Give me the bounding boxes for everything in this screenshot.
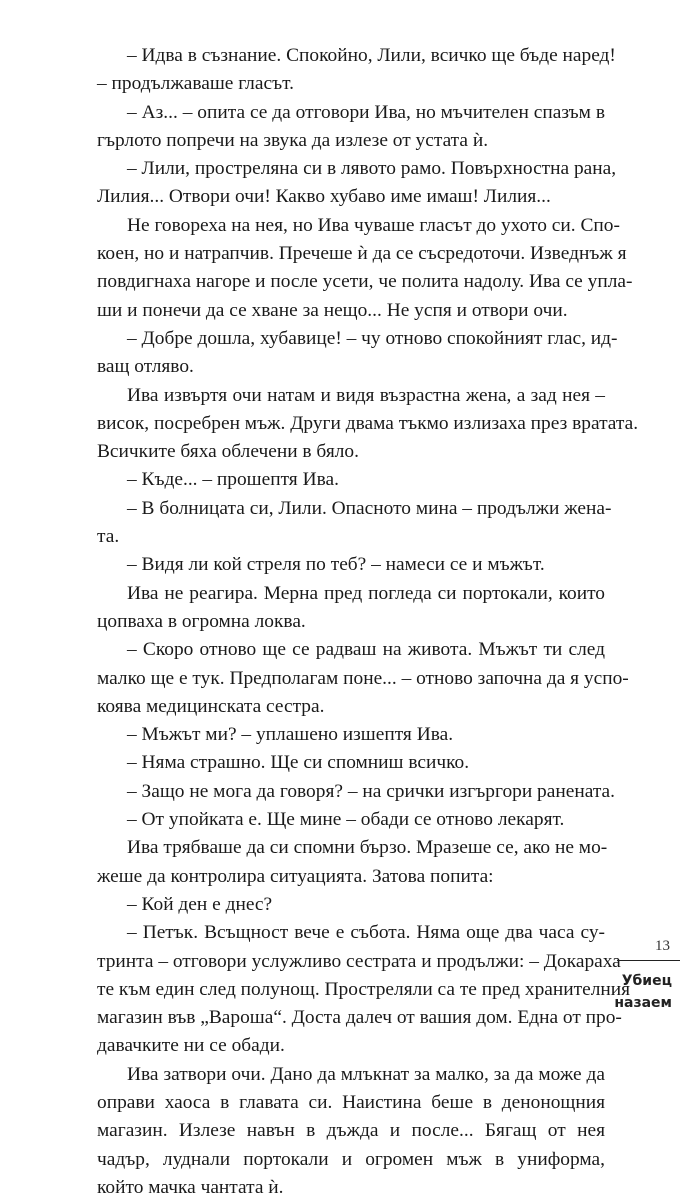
text-line: Не говореха на нея, но Ива чуваше гласът до ухото си. Спо- (127, 214, 620, 236)
text-line: те към един след полунощ. Простреляли са те пред хранителния (97, 978, 631, 1000)
text-line: Лилия... Отвори очи! Какво хубаво име имаш! Лилия... (97, 186, 551, 208)
running-title-line-2: назаем (614, 995, 672, 1011)
text-line: давачките ни се обади. (97, 1035, 285, 1057)
text-line: повдигнаха нагоре и после усети, че полита надолу. Ива се упла- (97, 271, 633, 293)
text-line: – Къде... – прошептя Ива. (127, 469, 339, 491)
text-line: висок, посребрен мъж. Други двама тъкмо излизаха през вратата. (97, 412, 639, 434)
text-line: – продължаваше гласът. (97, 73, 294, 95)
text-line: жеше да контролира ситуацията. Затова попита: (97, 865, 494, 887)
text-line: – В болницата си, Лили. Опасното мина – продължи жена- (127, 497, 612, 519)
text-line: малко ще е тук. Предполагам поне... – отново започна да я успо- (97, 667, 629, 689)
body-text (97, 42, 639, 1202)
running-title-line-1: Убиец (621, 973, 672, 989)
text-line: Ива трябваше да си спомни бързо. Мразеше се, ако не мо- (127, 837, 608, 859)
text-line: – Кой ден е днес? (127, 893, 273, 915)
text-line: – От упойката е. Ще мине – обади се отново лекарят. (127, 809, 565, 831)
text-line: тринта – отговори услужливо сестрата и продължи: – Докараха (97, 950, 621, 972)
text-line: та. (97, 526, 120, 548)
text-line: – Скоро отново ще се радваш на живота. Мъжът ти след (127, 639, 605, 661)
text-line: – Петък. Всъщност вече е събота. Няма още два часа су- (127, 922, 605, 944)
text-line: – Лили, простреляна си в лявото рамо. Повърхностна рана, (127, 158, 617, 180)
text-line: Ива извъртя очи натам и видя възрастна жена, а зад нея – (127, 384, 605, 406)
text-line: коен, но и натрапчив. Пречеше ѝ да се съсредоточи. Изведнъж я (97, 243, 627, 265)
text-line: – Видя ли кой стреля по теб? – намеси се и мъжът. (127, 554, 545, 576)
text-line: Ива не реагира. Мерна пред погледа си портокали, които (127, 582, 605, 604)
text-line: оправи хаоса в главата си. Наистина беше в денонощния (97, 1091, 605, 1113)
text-line: чадър, луднали портокали и огромен мъж в униформа, (97, 1148, 605, 1170)
text-line: – Аз... – опита се да отговори Ива, но мъчителен спазъм в (127, 101, 605, 123)
text-line: – Няма страшно. Ще си спомниш всичко. (127, 752, 470, 774)
text-line: коява медицинската сестра. (97, 695, 325, 717)
text-line: ши и понечи да се хване за нещо... Не успя и отвори очи. (97, 299, 568, 321)
text-line: Ива затвори очи. Дано да млъкнат за малко, за да може да (127, 1063, 605, 1085)
text-line: гърлото попречи на звука да излезе от устата ѝ. (97, 129, 489, 151)
text-line: – Идва в съзнание. Спокойно, Лили, всичко ще бъде наред! (127, 45, 616, 66)
text-line: магазин. Излезе навън в дъжда и после... Бягащ от нея (97, 1120, 605, 1142)
page-number: 13 (655, 938, 670, 954)
footer-divider (617, 960, 680, 961)
text-line: цопваха в огромна локва. (97, 610, 306, 632)
text-line: – Добре дошла, хубавице! – чу отново спокойният глас, ид- (127, 327, 618, 349)
text-line: – Мъжът ми? – уплашено изшептя Ива. (127, 724, 454, 746)
text-line: – Защо не мога да говоря? – на срички изгъргори ранената. (127, 780, 615, 802)
text-line: ващ отляво. (97, 356, 194, 378)
text-line: който мачка чантата ѝ. (97, 1176, 284, 1198)
text-line: Всичките бяха облечени в бяло. (97, 441, 359, 463)
running-title (614, 970, 672, 1014)
text-line: магазин във „Вароша“. Доста далеч от вашия дом. Една от про- (97, 1007, 622, 1029)
